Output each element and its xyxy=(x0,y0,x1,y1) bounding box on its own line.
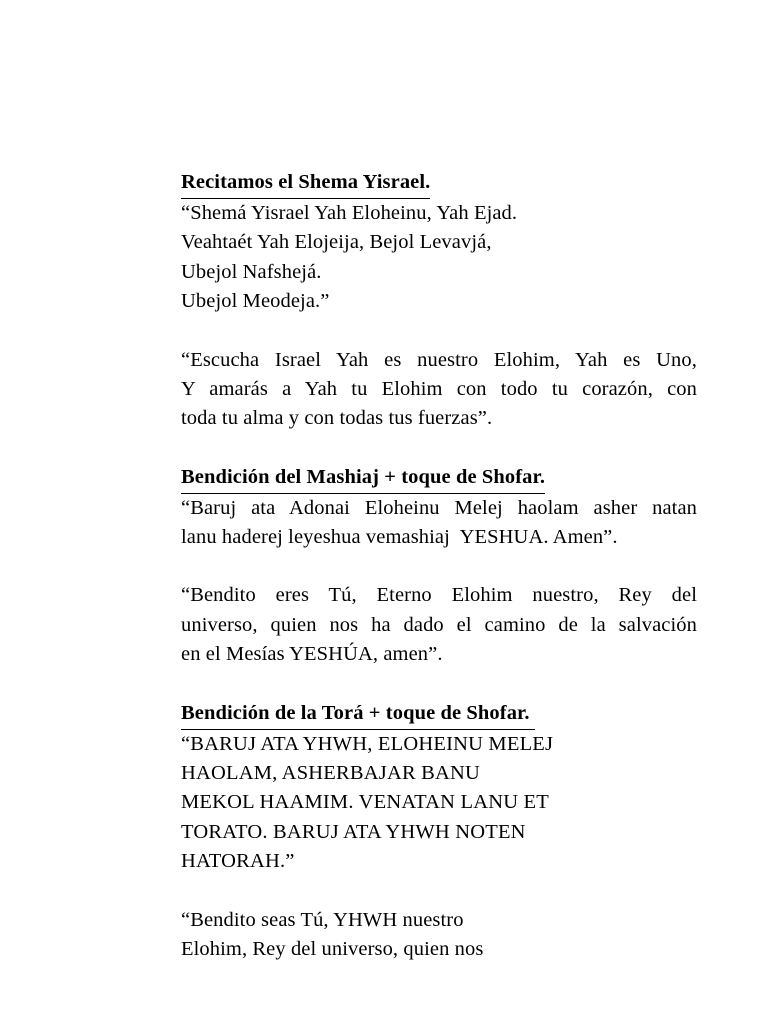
section-mashiaj xyxy=(181,463,697,553)
shema-line-3: Ubejol Nafshejá. xyxy=(181,260,322,283)
shema-translation-line-3: toda tu alma y con todas tus fuerzas”. xyxy=(181,407,493,430)
heading-row-shema xyxy=(181,168,697,199)
section-mashiaj-translation xyxy=(181,581,697,669)
heading-row-mashiaj xyxy=(181,463,697,494)
shema-line-2: Veahtaét Yah Elojeija, Bejol Levavjá, xyxy=(181,231,492,254)
section-shema xyxy=(181,168,697,317)
shema-line-4: Ubejol Meodeja.” xyxy=(181,290,330,313)
tora-line-2: HAOLAM, ASHERBAJAR BANU xyxy=(181,762,481,784)
spacer-3 xyxy=(181,552,697,581)
tora-line-3: MEKOL HAAMIM. VENATAN LANU ET xyxy=(181,791,550,814)
section-tora-translation xyxy=(181,906,697,965)
tora-translation-line-2: Elohim, Rey del universo, quien nos xyxy=(181,938,484,961)
spacer-5 xyxy=(181,877,697,906)
shema-translation-line-1: “Escucha Israel Yah es nuestro Elohim, Yah es Uno, xyxy=(181,348,697,371)
heading-row-tora xyxy=(181,699,697,730)
section-tora xyxy=(181,699,697,877)
heading-bendicion-del-mashiaj: Bendición del Mashiaj + toque de Shofar. xyxy=(181,463,545,494)
shema-line-1: “Shemá Yisrael Yah Eloheinu, Yah Ejad. xyxy=(181,201,518,224)
mashiaj-translation-line-3: en el Mesías YESHÚA, amen”. xyxy=(181,643,443,666)
spacer-1 xyxy=(181,317,697,346)
mashiaj-translation-line-2: universo, quien nos ha dado el camino de la salvación xyxy=(181,613,697,636)
shema-translation-line-2: Y amarás a Yah tu Elohim con todo tu corazón, con xyxy=(181,377,697,400)
spacer-4 xyxy=(181,670,697,699)
document-body xyxy=(181,168,697,964)
tora-translation-line-1: “Bendito seas Tú, YHWH nuestro xyxy=(181,908,464,931)
mashiaj-line-2: lanu haderej leyeshua vemashiaj YESHUA. Amen”. xyxy=(181,526,618,549)
mashiaj-line-1: “Baruj ata Adonai Eloheinu Melej haolam asher natan xyxy=(181,496,697,519)
heading-bendicion-de-la-tora: Bendición de la Torá + toque de Shofar. xyxy=(181,699,535,730)
mashiaj-translation-line-1: “Bendito eres Tú, Eterno Elohim nuestro, Rey del xyxy=(181,584,697,607)
tora-line-1: “BARUJ ATA YHWH, ELOHEINU MELEJ xyxy=(181,732,554,755)
section-shema-translation xyxy=(181,346,697,434)
spacer-2 xyxy=(181,434,697,463)
tora-line-4: TORATO. BARUJ ATA YHWH NOTEN xyxy=(181,820,526,843)
tora-line-5: HATORAH.” xyxy=(181,850,295,873)
heading-recitamos-el-shema-yisrael: Recitamos el Shema Yisrael. xyxy=(181,168,430,199)
